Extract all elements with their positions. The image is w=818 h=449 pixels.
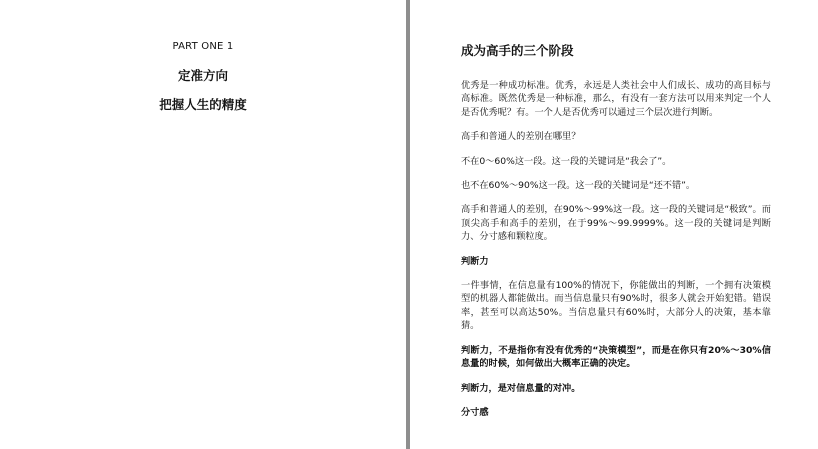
- part-subtitle: 把握人生的精度: [159, 97, 247, 112]
- section-heading: 判断力: [461, 255, 489, 267]
- part-title: 定准方向: [177, 68, 228, 83]
- chapter-title: 成为高手的三个阶段: [461, 43, 574, 58]
- paragraph: 也不在60%～90%这一段。这一段的关键词是“还不错”。: [461, 180, 696, 192]
- emphasis-paragraph: 判断力，不是指你有没有优秀的“决策模型”，而是在你只有20%～30%信息量的时候，如何做出大概率正确的决定。: [461, 344, 771, 370]
- paragraph: 不在0～60%这一段。这一段的关键词是“我会了”。: [461, 155, 672, 167]
- paragraph: 高手和普通人的差别，在90%～99%这一段。这一段的关键词是“极致”。而顶尖高手和高手的差别，在于99%～99.9999%。这一段的关键词是判断力、分寸感和颗粒度。: [461, 204, 771, 243]
- right-page: [410, 0, 818, 449]
- emphasis-paragraph: 判断力，是对信息量的对冲。: [461, 382, 581, 394]
- part-label: PART ONE 1: [172, 41, 234, 52]
- paragraph: 高手和普通人的差别在哪里？: [461, 131, 581, 143]
- paragraph: 优秀是一种成功标准。优秀，永远是人类社会中人们成长、成功的高目标与高标准。既然优秀是一种标准，那么，有没有一套方法可以用来判定一个人是否优秀呢？有。一个人是否优秀可以通过三个层次进行判断。: [461, 80, 771, 118]
- section-heading: 分寸感: [461, 406, 489, 418]
- chapter-content: [461, 42, 771, 430]
- paragraph: 一件事情，在信息量有100%的情况下，你能做出的判断，一个拥有决策模型的机器人都能做出。而当信息量只有90%时，很多人就会开始犯错。错误率，甚至可以高达50%。当信息量只有60%时，大部分人的决策，基本靠猜。: [461, 280, 771, 332]
- left-page: [0, 0, 406, 449]
